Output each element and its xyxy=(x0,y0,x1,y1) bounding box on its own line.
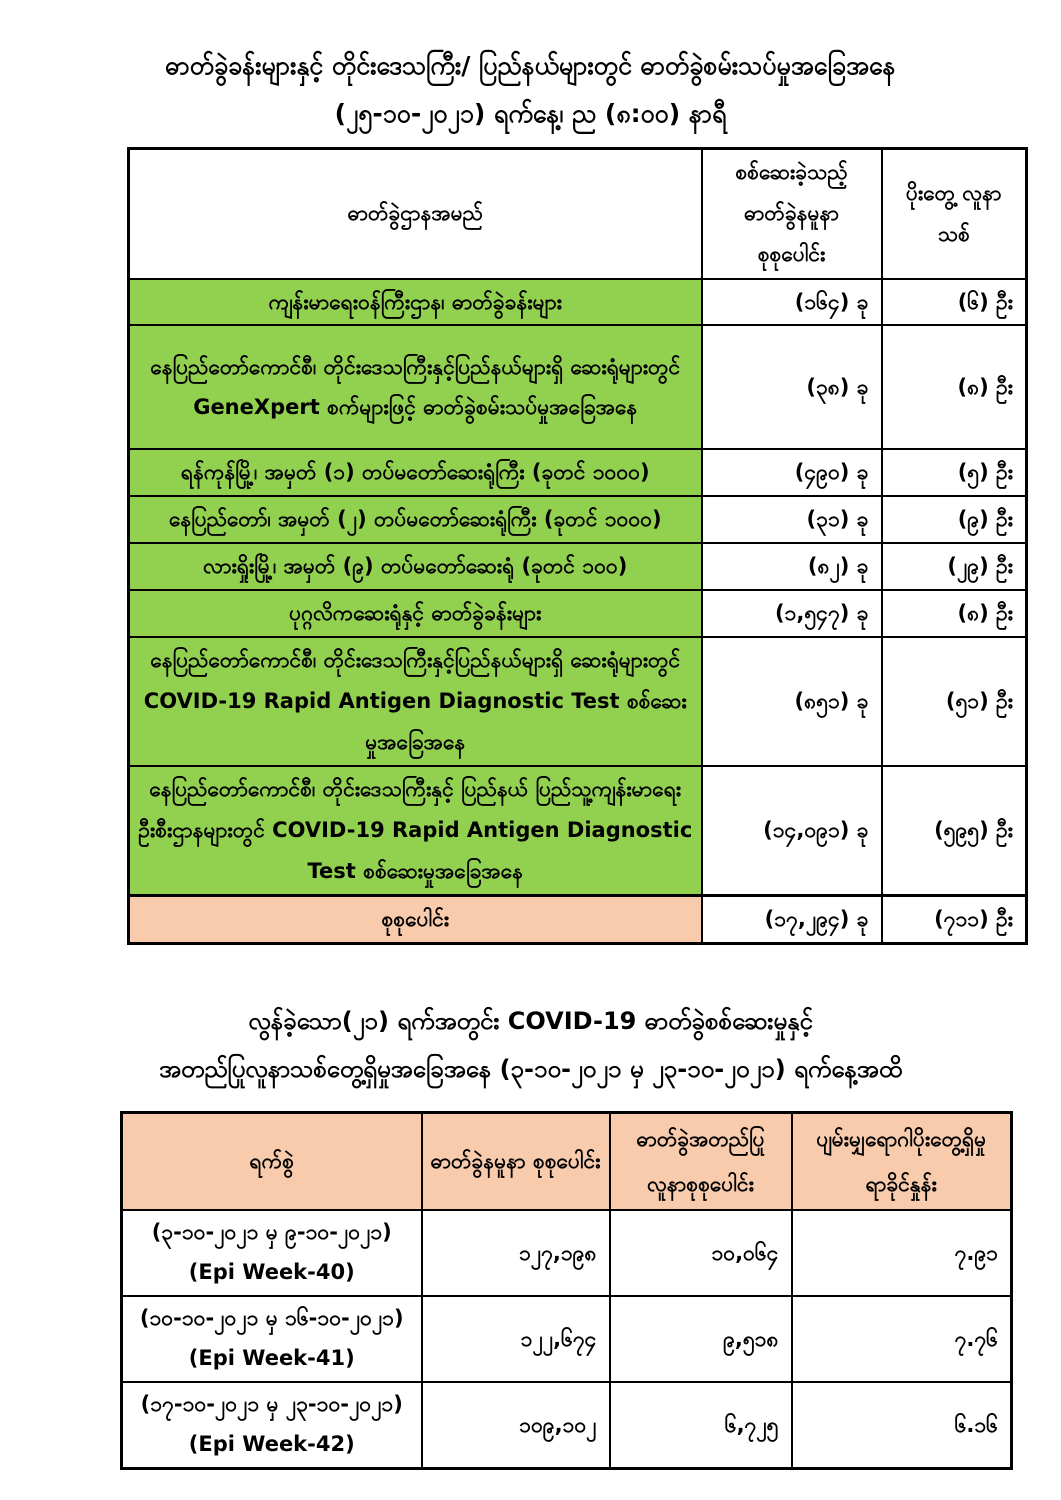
samples-cell: (၃၈) ခု xyxy=(702,325,882,449)
positives-cell: (၅၉၅) ဦး xyxy=(882,766,1027,895)
positives-cell: (၅) ဦး xyxy=(882,449,1027,496)
lab-name-cell: လားရှိုးမြို့၊ အမှတ် (၉) တပ်မတော်ဆေးရုံ (ခုတင် ၁၀၀) xyxy=(129,543,702,590)
samples-cell: (၈၅၁) ခု xyxy=(702,637,882,766)
report-title-line1: ဓာတ်ခွဲခန်းများနှင့် တိုင်းဒေသကြီး/ ပြည်နယ်များတွင် ဓာတ်ခွဲစမ်းသပ်မှုအခြေအနေ xyxy=(165,51,896,80)
table-row xyxy=(129,590,1027,637)
date-range-cell xyxy=(122,1382,422,1468)
col-header-positives: ပိုးတွေ့ လူနာသစ် xyxy=(882,149,1027,279)
date-range: (၃-၁၀-၂၀၂၁ မှ ၉-၁၀-၂၀၂၁) xyxy=(151,1220,392,1245)
col-header-positivity: ပျမ်းမျှရောဂါပိုးတွေ့ရှိမှု ရာခိုင်နှုန်း xyxy=(792,1112,1012,1210)
lab-name-cell: နေပြည်တော်၊ အမှတ် (၂) တပ်မတော်ဆေးရုံကြီး (ခုတင် ၁၀၀၀) xyxy=(129,496,702,543)
epi-week-row xyxy=(122,1210,1012,1296)
table-row xyxy=(129,449,1027,496)
table-row xyxy=(129,637,1027,766)
confirmed-cell: ၉,၅၁၈ xyxy=(610,1296,792,1382)
samples-cell: (၁၆၄) ခု xyxy=(702,279,882,326)
lab-name-cell: ပုဂ္ဂလိကဆေးရုံနှင့် ဓာတ်ခွဲခန်းများ xyxy=(129,590,702,637)
report-title xyxy=(0,42,1061,137)
total-positives-cell: (၇၁၁) ဦး xyxy=(882,895,1027,943)
samples-cell: (၃၁) ခု xyxy=(702,496,882,543)
report-title-line2: (၂၅-၁၀-၂၀၂၁) ရက်နေ့၊ ည (၈:၀၀) နာရီ xyxy=(334,98,727,128)
positives-cell: (၉) ဦး xyxy=(882,496,1027,543)
epi-week-label: (Epi Week-41) xyxy=(188,1346,355,1371)
positivity-cell: ၆.၁၆ xyxy=(792,1382,1012,1468)
lab-name-cell: နေပြည်တော်ကောင်စီ၊ တိုင်းဒေသကြီးနှင့်ပြည်နယ်များရှိ ဆေးရုံများတွင် GeneXpert စက်များဖြင့် ဓာတ်ခွဲစမ်းသပ်မှုအခြေအနေ xyxy=(129,325,702,449)
positives-cell: (၅၁) ဦး xyxy=(882,637,1027,766)
positives-cell: (၆) ဦး xyxy=(882,279,1027,326)
epi-week-row xyxy=(122,1382,1012,1468)
samples-cell: (၄၉၀) ခု xyxy=(702,449,882,496)
col-header-confirmed: ဓာတ်ခွဲအတည်ပြု လူနာစုစုပေါင်း xyxy=(610,1112,792,1210)
samples-cell: (၈၂) ခု xyxy=(702,543,882,590)
table-row xyxy=(129,279,1027,326)
confirmed-cell: ၁၀,၀၆၄ xyxy=(610,1210,792,1296)
date-range: (၁၇-၁၀-၂၀၂၁ မှ ၂၃-၁၀-၂၀၂၁) xyxy=(140,1392,403,1417)
lab-table-header-row xyxy=(129,149,1027,279)
date-range-cell xyxy=(122,1210,422,1296)
epi-week-row xyxy=(122,1296,1012,1382)
epi-week-label: (Epi Week-42) xyxy=(188,1432,355,1457)
lab-name-cell: ရန်ကုန်မြို့၊ အမှတ် (၁) တပ်မတော်ဆေးရုံကြီး (ခုတင် ၁၀၀၀) xyxy=(129,449,702,496)
table-row xyxy=(129,543,1027,590)
epi-table-header-row xyxy=(122,1112,1012,1210)
total-label-cell: စုစုပေါင်း xyxy=(129,895,702,943)
epi-section-title-line2: အတည်ပြုလူနာသစ်တွေ့ရှိမှုအခြေအနေ (၃-၁၀-၂၀၂၁ မှ ၂၃-၁၀-၂၀၂၁) ရက်နေ့အထိ xyxy=(158,1054,903,1083)
epi-week-table xyxy=(120,1111,1013,1470)
epi-section-title-line1: လွန်ခဲ့သော(၂၁) ရက်အတွင်း COVID-19 ဓာတ်ခွဲစစ်ဆေးမှုနှင့် xyxy=(248,1006,813,1035)
total-row xyxy=(129,895,1027,943)
total-samples-cell: (၁၇,၂၉၄) ခု xyxy=(702,895,882,943)
confirmed-cell: ၆,၇၂၅ xyxy=(610,1382,792,1468)
table-row xyxy=(129,325,1027,449)
samples-cell: ၁၂၂,၆၇၄ xyxy=(422,1296,610,1382)
date-range-cell xyxy=(122,1296,422,1382)
samples-cell: ၁၂၇,၁၉၈ xyxy=(422,1210,610,1296)
col-header-date: ရက်စွဲ xyxy=(122,1112,422,1210)
samples-cell: ၁၀၉,၁၀၂ xyxy=(422,1382,610,1468)
positives-cell: (၈) ဦး xyxy=(882,590,1027,637)
lab-name-cell: ကျန်းမာရေးဝန်ကြီးဌာန၊ ဓာတ်ခွဲခန်းများ xyxy=(129,279,702,326)
col-header-lab-name: ဓာတ်ခွဲဌာနအမည် xyxy=(129,149,702,279)
epi-section-title xyxy=(0,997,1061,1093)
lab-name-cell: နေပြည်တော်ကောင်စီ၊ တိုင်းဒေသကြီးနှင့် ပြည်နယ် ပြည်သူ့ကျန်းမာရေးဦးစီးဌာနများတွင် COVID-19 Rapid Antigen Diagnostic Test စစ်ဆေးမှုအခြေအနေ xyxy=(129,766,702,895)
lab-results-table xyxy=(127,147,1028,945)
positives-cell: (၈) ဦး xyxy=(882,325,1027,449)
positivity-cell: ၇.၉၁ xyxy=(792,1210,1012,1296)
col-header-samples: စစ်ဆေးခဲ့သည့် ဓာတ်ခွဲနမူနာ စုစုပေါင်း xyxy=(702,149,882,279)
col-header-total-samples: ဓာတ်ခွဲနမူနာ စုစုပေါင်း xyxy=(422,1112,610,1210)
samples-cell: (၁,၅၄၇) ခု xyxy=(702,590,882,637)
date-range: (၁၀-၁၀-၂၀၂၁ မှ ၁၆-၁၀-၂၀၂၁) xyxy=(139,1306,404,1331)
table-row xyxy=(129,766,1027,895)
lab-name-cell: နေပြည်တော်ကောင်စီ၊ တိုင်းဒေသကြီးနှင့်ပြည်နယ်များရှိ ဆေးရုံများတွင် COVID-19 Rapid Antigen Diagnostic Test စစ်ဆေးမှုအခြေအနေ xyxy=(129,637,702,766)
samples-cell: (၁၄,၀၉၁) ခု xyxy=(702,766,882,895)
epi-week-label: (Epi Week-40) xyxy=(188,1260,355,1285)
table-row xyxy=(129,496,1027,543)
positivity-cell: ၇.၇၆ xyxy=(792,1296,1012,1382)
positives-cell: (၂၉) ဦး xyxy=(882,543,1027,590)
